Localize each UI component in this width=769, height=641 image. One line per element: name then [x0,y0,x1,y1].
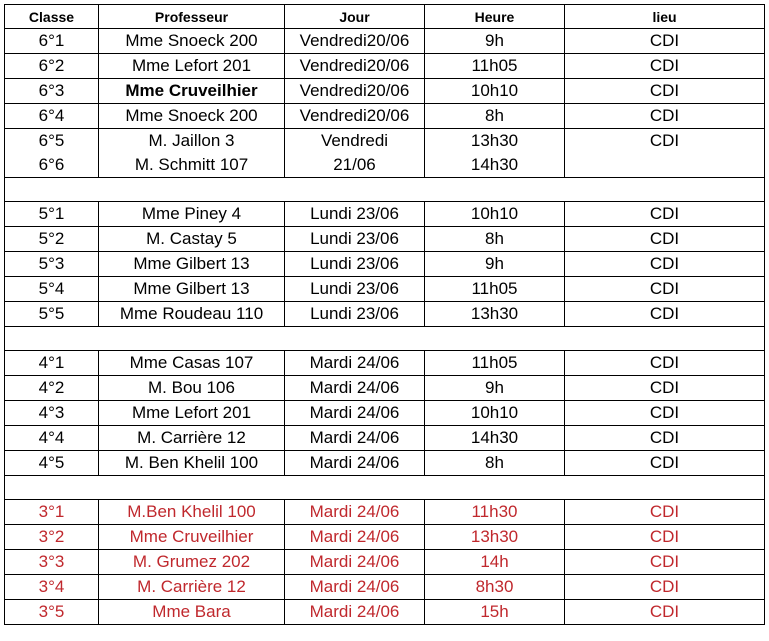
cell-lieu: CDI [565,525,765,550]
table-row [5,525,765,550]
table-row [5,575,765,600]
cell-lieu: CDI [565,351,765,376]
cell-classe: 6°2 [5,54,99,79]
cell-classe: 6°3 [5,79,99,104]
cell-lieu: CDI [565,29,765,54]
cell-line: 14h30 [470,155,519,174]
cell-jour: Mardi 24/06 [285,600,425,625]
cell-lieu: CDI [565,227,765,252]
cell-heure: 10h10 [425,401,565,426]
table-row [5,451,765,476]
cell-line: 21/06 [333,155,376,174]
header-lieu: lieu [565,5,765,29]
table-row [5,104,765,129]
cell-line: 13h30 [470,131,519,150]
cell-classe: 5°2 [5,227,99,252]
cell-professeur: Mme Snoeck 200 [99,29,285,54]
table-row [5,376,765,401]
cell-professeur: Mme Snoeck 200 [99,104,285,129]
cell-heure: 11h05 [425,277,565,302]
cell-line: M. Jaillon 3 [148,131,235,150]
table-row [5,227,765,252]
cell-lieu: CDI [565,550,765,575]
table-row [5,351,765,376]
cell-classe: 4°1 [5,351,99,376]
cell-professeur: Mme Cruveilhier [99,79,285,104]
cell-heure: 13h30 [425,302,565,327]
cell-classe: 4°3 [5,401,99,426]
cell-heure: 13h30 [425,525,565,550]
table-row [5,79,765,104]
header-row [5,5,765,29]
cell-classe: 3°2 [5,525,99,550]
cell-lieu: CDI [565,302,765,327]
table-row [5,29,765,54]
cell-professeur: Mme Piney 4 [99,202,285,227]
cell-jour [285,129,425,178]
cell-heure: 11h05 [425,351,565,376]
header-professeur: Professeur [99,5,285,29]
cell-jour: Vendredi20/06 [285,29,425,54]
cell-heure: 14h30 [425,426,565,451]
cell-heure: 9h [425,252,565,277]
table-row-merged [5,129,765,178]
cell-heure: 10h10 [425,202,565,227]
separator-row [5,327,765,351]
table-row [5,252,765,277]
cell-jour: Lundi 23/06 [285,227,425,252]
table-row [5,202,765,227]
cell-lieu: CDI [565,426,765,451]
cell-classe: 4°2 [5,376,99,401]
cell-professeur: Mme Casas 107 [99,351,285,376]
cell-lieu: CDI [565,202,765,227]
cell-classe: 4°5 [5,451,99,476]
table-row [5,426,765,451]
cell-classe: 5°1 [5,202,99,227]
cell-classe: 5°5 [5,302,99,327]
cell-lieu: CDI [565,376,765,401]
cell-heure [425,129,565,178]
table-row [5,302,765,327]
cell-line: 6°6 [38,155,65,174]
cell-jour: Vendredi20/06 [285,79,425,104]
cell-lieu: CDI [565,79,765,104]
table-row [5,401,765,426]
cell-classe: 5°3 [5,252,99,277]
cell-lieu: CDI [565,54,765,79]
separator-cell [5,476,765,500]
cell-lieu: CDI [565,277,765,302]
cell-heure: 11h05 [425,54,565,79]
table-row [5,500,765,525]
cell-heure: 9h [425,376,565,401]
cell-lieu: CDI [565,104,765,129]
cell-heure: 8h [425,451,565,476]
cell-classe: 6°1 [5,29,99,54]
cell-jour: Lundi 23/06 [285,252,425,277]
cell-classe: 5°4 [5,277,99,302]
cell-jour: Mardi 24/06 [285,451,425,476]
cell-lieu: CDI [565,252,765,277]
cell-jour: Mardi 24/06 [285,351,425,376]
cell-heure: 10h10 [425,79,565,104]
cell-jour: Lundi 23/06 [285,302,425,327]
cell-professeur: M. Ben Khelil 100 [99,451,285,476]
cell-jour: Mardi 24/06 [285,575,425,600]
cell-line: CDI [649,131,680,150]
cell-lieu: CDI [565,575,765,600]
cell-jour: Lundi 23/06 [285,202,425,227]
cell-heure: 8h [425,227,565,252]
cell-heure: 15h [425,600,565,625]
cell-classe: 3°1 [5,500,99,525]
separator-cell [5,178,765,202]
cell-jour: Vendredi20/06 [285,54,425,79]
separator-cell [5,327,765,351]
cell-professeur: Mme Gilbert 13 [99,252,285,277]
cell-professeur: M.Ben Khelil 100 [99,500,285,525]
cell-classe: 3°4 [5,575,99,600]
cell-line: M. Schmitt 107 [134,155,249,174]
cell-professeur: M. Castay 5 [99,227,285,252]
cell-lieu: CDI [565,500,765,525]
cell-jour: Mardi 24/06 [285,500,425,525]
cell-professeur: Mme Gilbert 13 [99,277,285,302]
cell-line: 6°5 [38,131,65,150]
cell-jour: Mardi 24/06 [285,376,425,401]
cell-jour: Vendredi20/06 [285,104,425,129]
cell-professeur: Mme Roudeau 110 [99,302,285,327]
cell-jour: Mardi 24/06 [285,401,425,426]
separator-row [5,476,765,500]
header-heure: Heure [425,5,565,29]
cell-classe: 3°3 [5,550,99,575]
cell-professeur: Mme Lefort 201 [99,54,285,79]
cell-line: Vendredi [320,131,389,150]
cell-classe: 6°4 [5,104,99,129]
cell-professeur: M. Grumez 202 [99,550,285,575]
header-jour: Jour [285,5,425,29]
cell-lieu: CDI [565,600,765,625]
cell-heure: 8h30 [425,575,565,600]
cell-heure: 14h [425,550,565,575]
separator-row [5,178,765,202]
cell-jour: Mardi 24/06 [285,525,425,550]
cell-classe: 3°5 [5,600,99,625]
table-row [5,277,765,302]
table-row [5,600,765,625]
cell-jour: Mardi 24/06 [285,550,425,575]
table-row [5,54,765,79]
cell-professeur: M. Bou 106 [99,376,285,401]
cell-professeur: Mme Cruveilhier [99,525,285,550]
cell-lieu: CDI [565,451,765,476]
cell-heure: 8h [425,104,565,129]
cell-classe [5,129,99,178]
cell-heure: 11h30 [425,500,565,525]
cell-lieu: CDI [565,401,765,426]
table-row [5,550,765,575]
cell-professeur [99,129,285,178]
cell-professeur: Mme Lefort 201 [99,401,285,426]
cell-professeur: Mme Bara [99,600,285,625]
cell-lieu [565,129,765,178]
cell-classe: 4°4 [5,426,99,451]
schedule-table [4,4,765,625]
cell-jour: Mardi 24/06 [285,426,425,451]
cell-jour: Lundi 23/06 [285,277,425,302]
cell-professeur: M. Carrière 12 [99,575,285,600]
header-classe: Classe [5,5,99,29]
cell-professeur: M. Carrière 12 [99,426,285,451]
cell-heure: 9h [425,29,565,54]
